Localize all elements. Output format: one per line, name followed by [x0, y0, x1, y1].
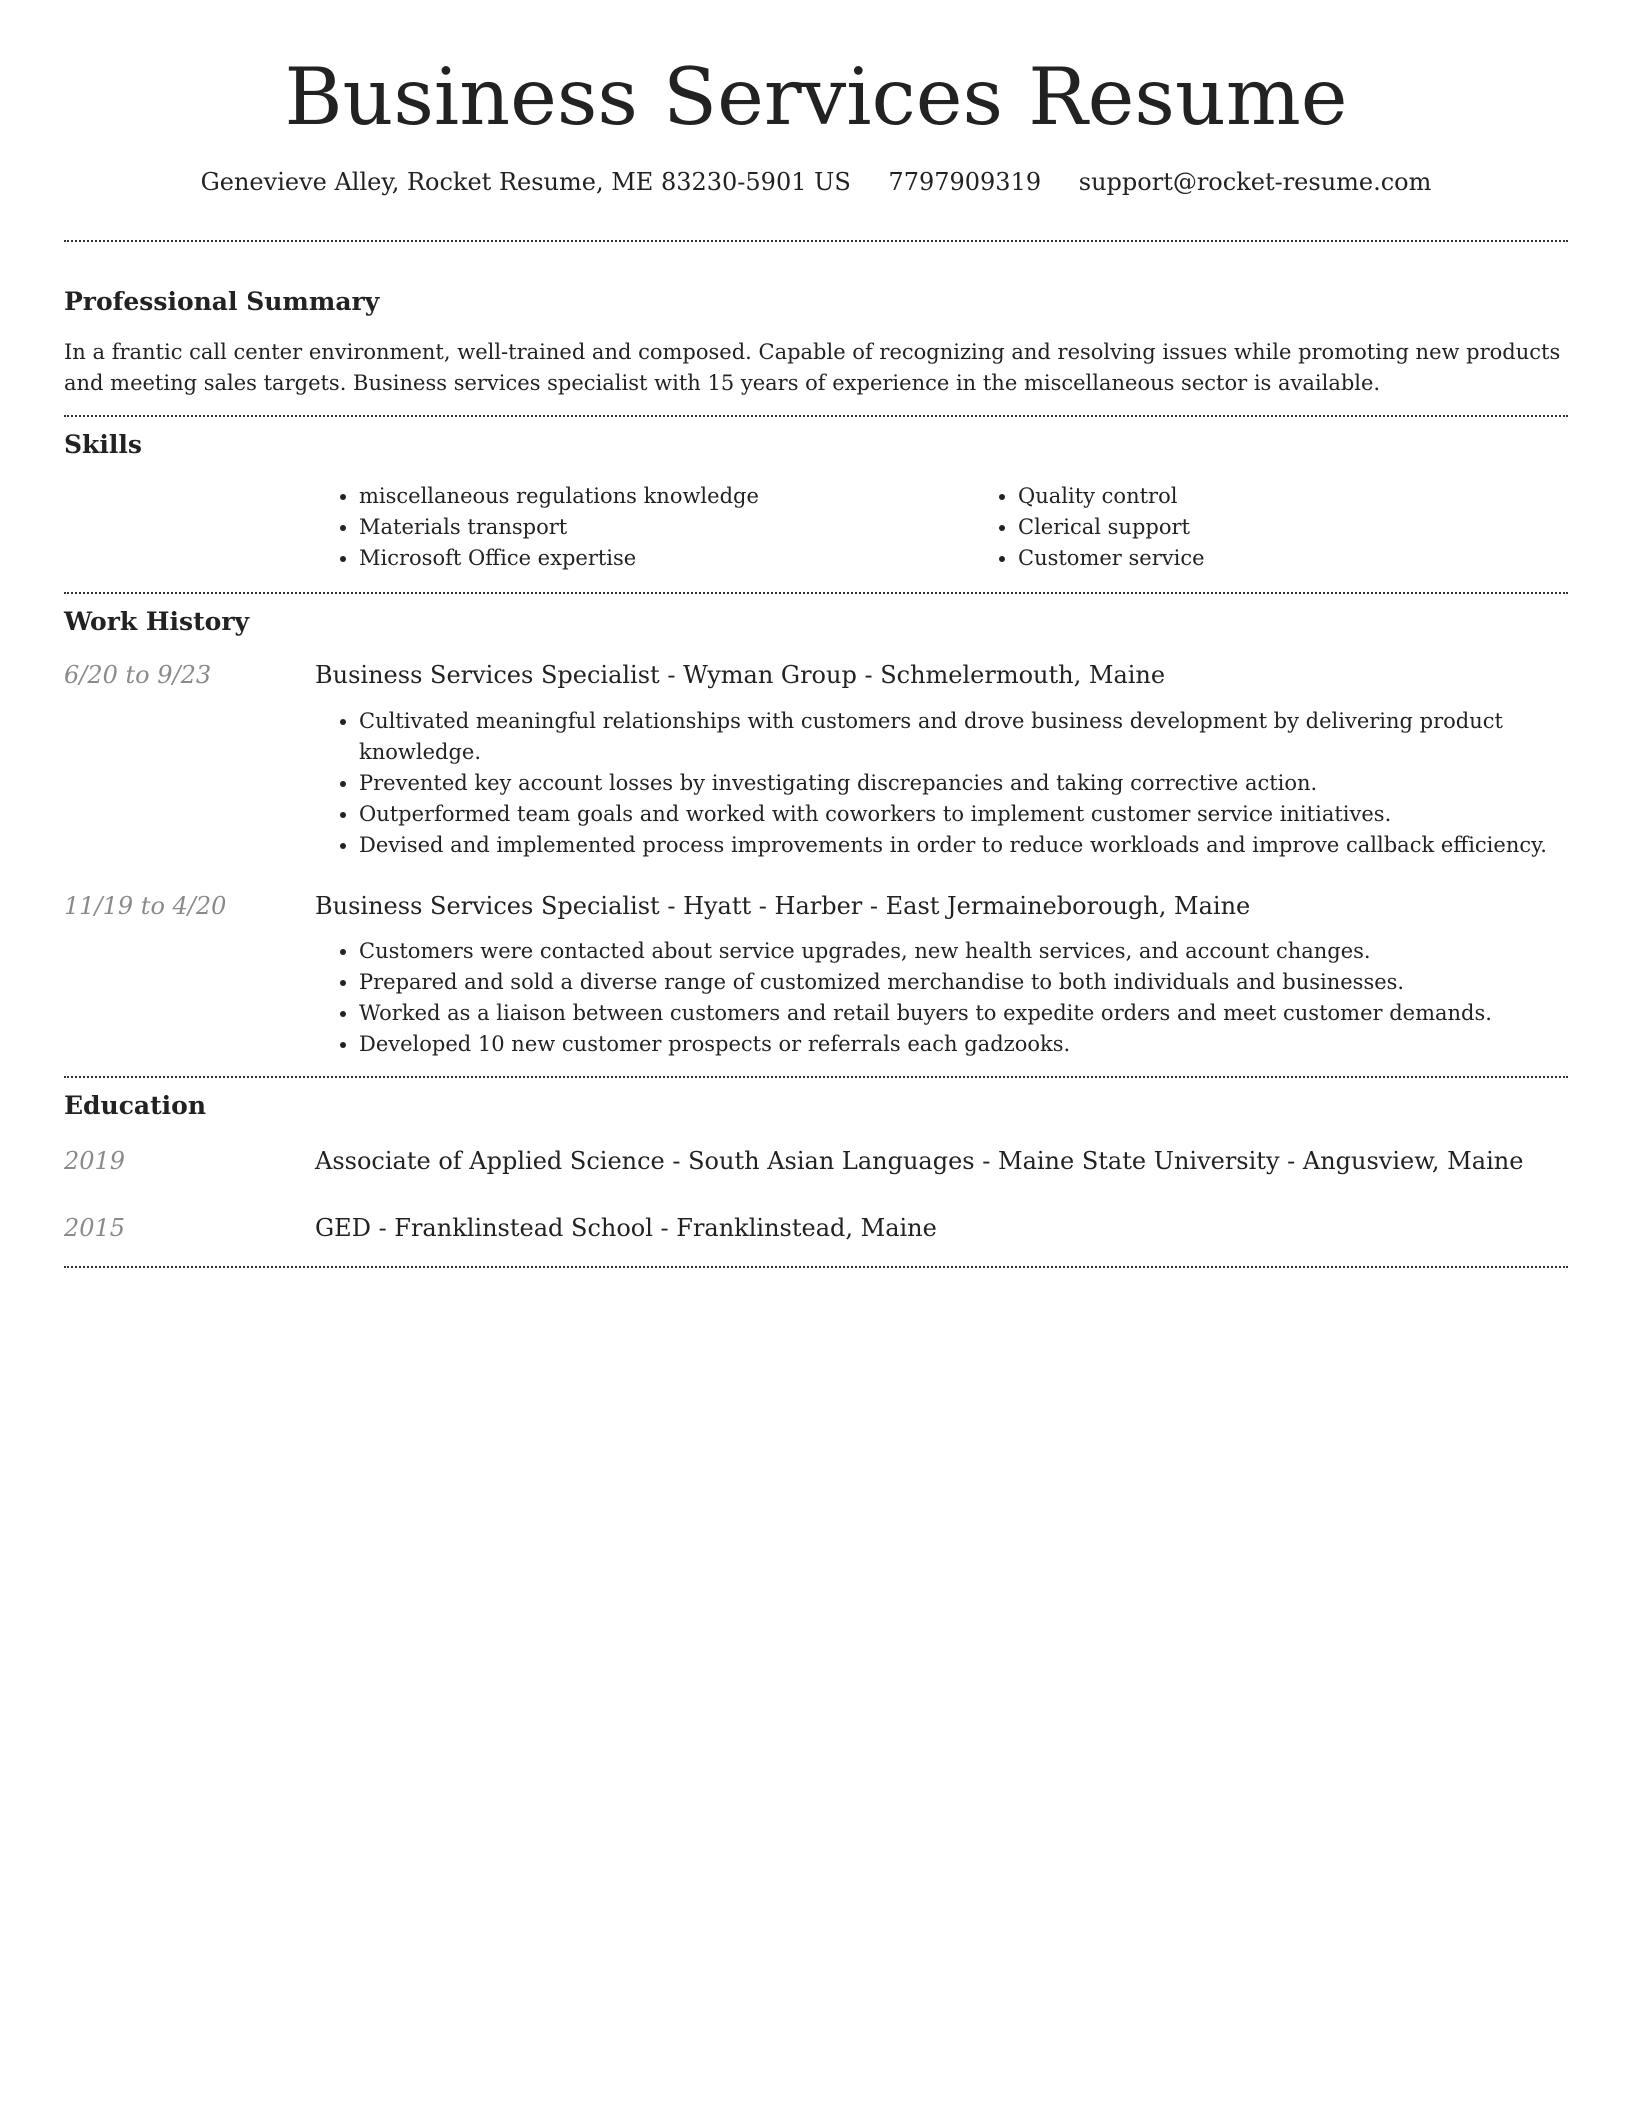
education-title: GED - Franklinstead School - Franklinstead, Maine [315, 1213, 937, 1242]
divider [64, 1266, 1568, 1268]
work-history-heading: Work History [64, 606, 250, 636]
job-entry [64, 891, 1568, 1060]
skill-item: • Customer service [1018, 543, 1205, 574]
skills-heading: Skills [64, 430, 142, 460]
work-history-section [64, 606, 1568, 1060]
skill-item: • Materials transport [359, 512, 974, 543]
divider [64, 240, 1568, 242]
skill-item: • Clerical support [1018, 512, 1205, 543]
job-bullet: • Customers were contacted about service upgrades, new health services, and account changes. [359, 936, 1568, 967]
contact-phone: 7797909319 [888, 167, 1042, 196]
skills-column-right [974, 481, 1205, 574]
divider [64, 592, 1568, 594]
contact-email: support@rocket-resume.com [1078, 167, 1432, 196]
job-bullet: • Prevented key account losses by investigating discrepancies and taking corrective action. [359, 768, 1568, 799]
job-bullets [315, 936, 1568, 1060]
summary-heading: Professional Summary [64, 286, 380, 316]
education-year: 2015 [64, 1213, 126, 1242]
skill-item: • Quality control [1018, 481, 1205, 512]
job-bullet: • Prepared and sold a diverse range of customized merchandise to both individuals and businesses. [359, 967, 1568, 998]
job-dates: 11/19 to 4/20 [64, 891, 227, 920]
education-heading: Education [64, 1090, 207, 1120]
skills-list [315, 481, 1568, 574]
education-title: Associate of Applied Science - South Asian Languages - Maine State University - Angusview, Maine [315, 1147, 1524, 1176]
job-bullet: • Outperformed team goals and worked with coworkers to implement customer service initiatives. [359, 799, 1568, 830]
summary-section [64, 286, 1568, 400]
job-title: Business Services Specialist - Wyman Group - Schmelermouth, Maine [315, 661, 1166, 690]
contact-address: Genevieve Alley, Rocket Resume, ME 83230-5901 US [200, 167, 851, 196]
job-bullet: • Devised and implemented process improvements in order to reduce workloads and improve callback efficiency. [359, 830, 1568, 861]
skills-column-left [315, 481, 974, 574]
contact-line [64, 167, 1568, 198]
resume-page [64, 0, 1568, 1268]
job-bullet: • Developed 10 new customer prospects or referrals each gadzooks. [359, 1029, 1568, 1060]
skills-section [64, 429, 1568, 574]
job-bullet: • Worked as a liaison between customers and retail buyers to expedite orders and meet customer demands. [359, 998, 1568, 1029]
job-title: Business Services Specialist - Hyatt - Harber - East Jermaineborough, Maine [315, 891, 1251, 920]
education-entry [64, 1213, 1568, 1244]
job-dates: 6/20 to 9/23 [64, 661, 212, 690]
skill-item: • Microsoft Office expertise [359, 543, 974, 574]
summary-text: In a frantic call center environment, well-trained and composed. Capable of recognizing and resolving issues while promoting new products and meeting sales targets. Business services specialist with 15 years of experience in the miscellaneous sector is available. [64, 340, 1561, 396]
education-section [64, 1090, 1568, 1244]
divider [64, 415, 1568, 417]
job-bullet: • Cultivated meaningful relationships with customers and drove business development by delivering product knowledge. [359, 706, 1568, 768]
education-year: 2019 [64, 1147, 126, 1176]
resume-title: Business Services Resume [284, 51, 1348, 143]
job-bullets [315, 706, 1568, 861]
job-entry [64, 660, 1568, 860]
skill-item: • miscellaneous regulations knowledge [359, 481, 974, 512]
education-entry [64, 1146, 1568, 1177]
divider [64, 1076, 1568, 1078]
